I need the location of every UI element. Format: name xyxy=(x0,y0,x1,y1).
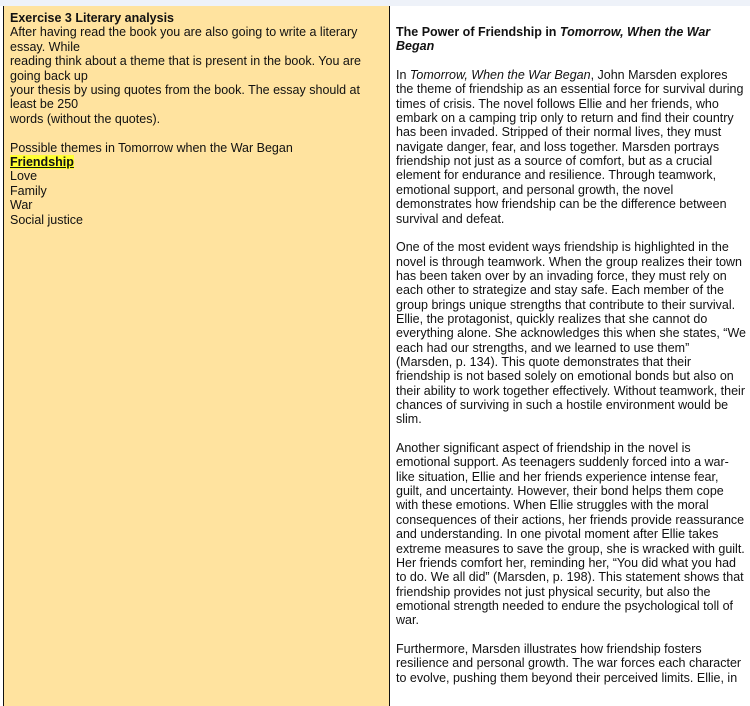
intro-rest: , John Marsden explores the theme of friendship as an essential force for survival during times of crisis. The novel follows Ellie and her friends, who embark on a camping trip only to return and find their country has been invaded. Stripped of their normal lives, they must navigate danger, fear, and loss together. Marsden portrays friendship not just as a source of comfort, but as a crucial element for endurance and resilience. Through teamwork, emotional support, and personal growth, the novel demonstrates how friendship can be the difference between survival and defeat. xyxy=(396,68,744,226)
theme-item-social-justice: Social justice xyxy=(10,212,83,227)
theme-item-war: War xyxy=(10,198,33,213)
instruction-line: After having read the book you are also going to write a literary xyxy=(10,25,358,40)
essay-cell[interactable] xyxy=(390,6,750,706)
document-table xyxy=(3,6,750,706)
theme-item-love: Love xyxy=(10,169,38,184)
blank-line xyxy=(10,126,383,140)
assignment-cell[interactable] xyxy=(4,6,390,706)
instruction-line: words (without the quotes). xyxy=(10,111,161,126)
theme-item-family: Family xyxy=(10,183,47,198)
essay-paragraph-resilience: Furthermore, Marsden illustrates how friendship fosters resilience and personal growth. The war forces each character to evolve, pushing them beyond their perceived limits. Ellie, in xyxy=(396,641,742,685)
intro-lead: In xyxy=(396,68,410,83)
essay-title-prefix: The Power of Friendship in xyxy=(396,25,560,39)
assignment-title: Exercise 3 Literary analysis xyxy=(10,11,175,25)
theme-item-friendship: Friendship xyxy=(10,155,74,170)
intro-book-title: Tomorrow, When the War Began xyxy=(409,68,591,83)
essay-title xyxy=(396,25,736,54)
instruction-line: your thesis by using quotes from the book. The essay should at xyxy=(10,83,360,98)
essay-title-book: Tomorrow, When the War Began xyxy=(396,25,711,54)
essay-paragraph-emotional-support: Another significant aspect of friendship in the novel is emotional support. As teenagers suddenly forced into a war-like situation, Ellie and her friends experience intense fear, guilt, and uncertainty. However, their bond helps them cope with these emotions. When Ellie struggles with the moral consequences of their actions, her friends provide reassurance and understanding. In one pivotal moment after Ellie takes extreme measures to save the group, she is wracked with guilt. Her friends comfort her, reminding her, “You did what you had to do. We all did” (Marsden, p. 198). This statement shows that friendship provides not just physical security, but also the emotional strength needed to endure the psychological toll of war. xyxy=(396,441,745,628)
instruction-line: reading think about a theme that is present in the book. You are xyxy=(10,54,361,69)
essay-paragraph-teamwork: One of the most evident ways friendship is highlighted in the novel is through teamwork. When the group realizes their town has been taken over by an invading force, they must rely on each other to strategize and stay safe. Each member of the group brings unique strengths that contribute to their survival. Ellie, the protagonist, quickly realizes that she cannot do everything alone. She acknowledges this when she states, “We each had our strengths, and we learned to use them” (Marsden, p. 134). This quote demonstrates that their friendship is not based solely on emotional bonds but also on their ability to work together effectively. Without teamwork, their chances of surviving in such a hostile environment would be slim. xyxy=(396,240,746,427)
themes-heading: Possible themes in Tomorrow when the War Began xyxy=(10,140,293,155)
instruction-line: going back up xyxy=(10,68,88,83)
instruction-line: essay. While xyxy=(10,39,80,54)
instruction-line: least be 250 xyxy=(10,97,79,112)
essay-intro-paragraph xyxy=(396,68,746,226)
